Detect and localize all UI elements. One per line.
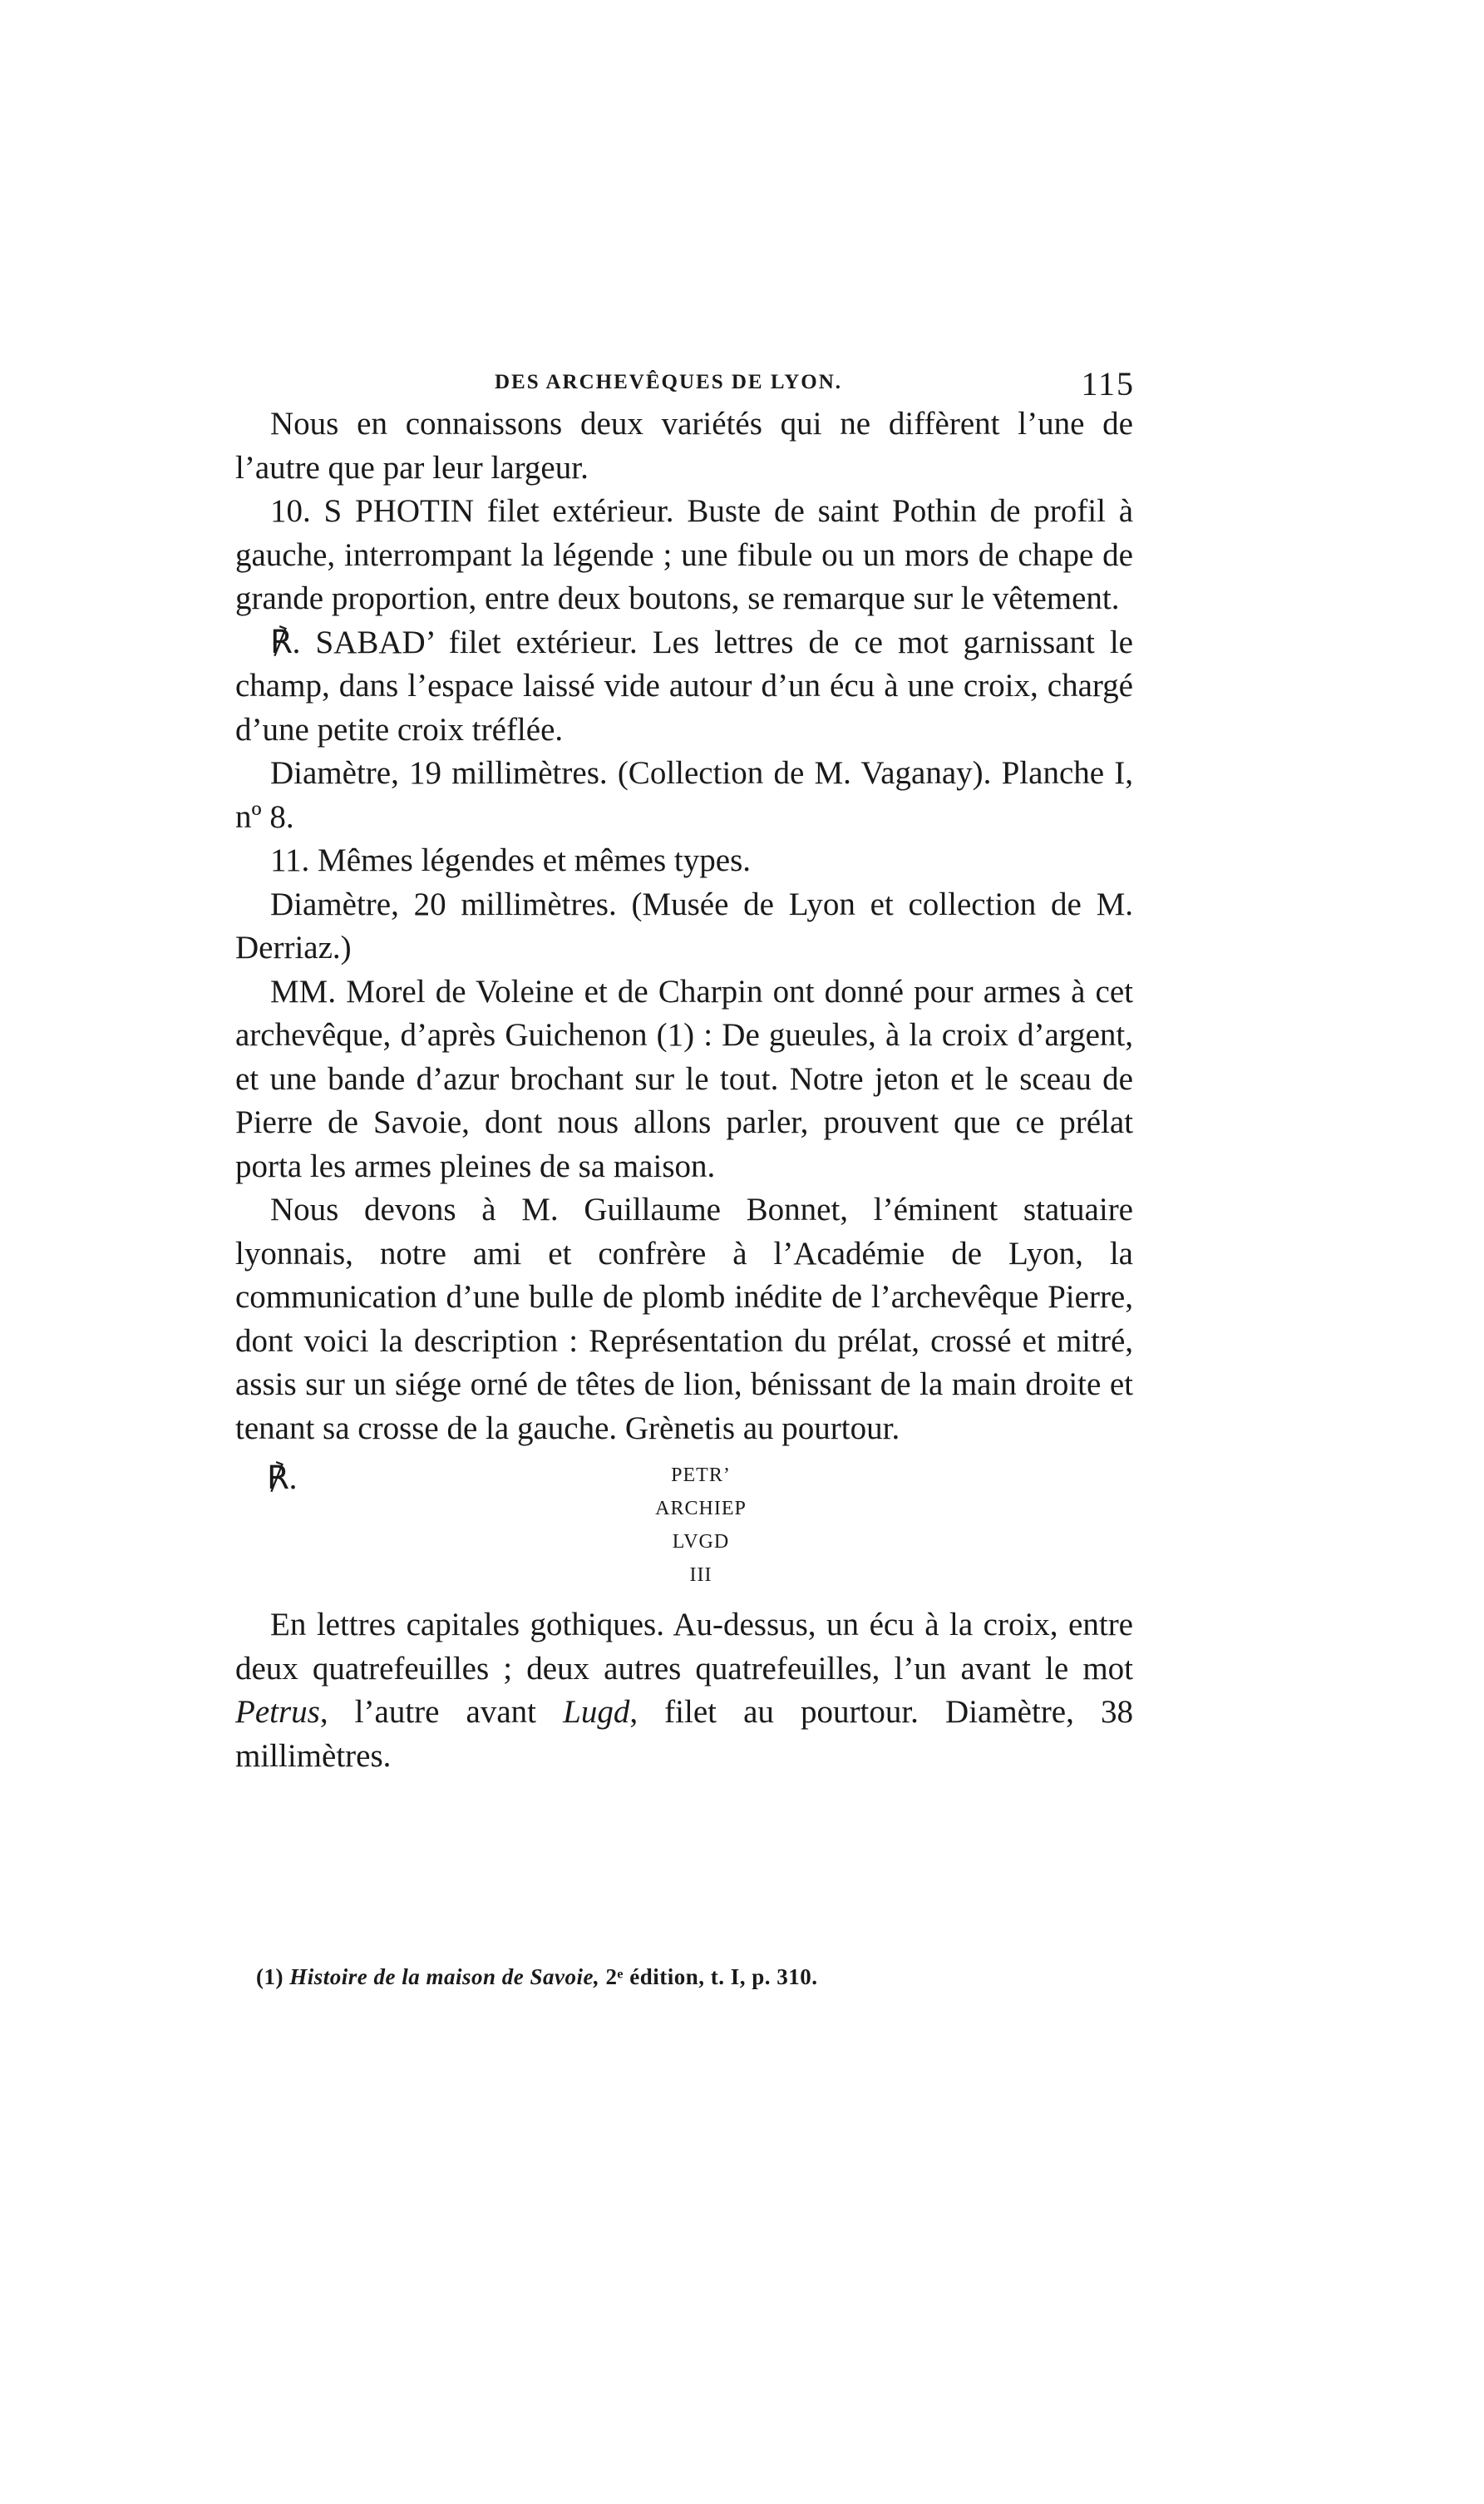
final-paragraph [235, 1603, 1133, 1778]
legend-line: ARCHIEP [655, 1498, 747, 1519]
paragraph: MM. Morel de Voleine et de Charpin ont donné pour armes à cet archevêque, d’après Guichenon (1) : De gueules, à la croix d’argent, et une bande d’azur brochant sur le tout. Notre jeton et le sceau de Pierre de Savoie, dont nous allons parler, prouvent que ce prélat porta les armes pleines de sa maison. [235, 973, 1133, 1184]
italic-word: Lugd [563, 1694, 630, 1730]
footnote [256, 1964, 1137, 1990]
paragraph: Nous en connaissons deux variétés qui ne diffèrent l’une de l’autre que par leur largeur. [235, 406, 1133, 486]
legend-line: III [689, 1564, 712, 1586]
body-text [235, 403, 1133, 1778]
running-head-title: DES ARCHEVÊQUES DE LYON. [495, 371, 843, 393]
footnote-title: Histoire de la maison de Savoie, [289, 1964, 600, 1989]
legend-line: LVGD [672, 1531, 730, 1553]
seal-legend [235, 1457, 1133, 1590]
paragraph: 11. Mêmes légendes et mêmes types. [270, 842, 751, 878]
footnote-edition: 2ᵉ édition, t. I, p. 310. [605, 1964, 818, 1989]
legend-line: PETR’ [671, 1464, 731, 1486]
footnote-marker: (1) [256, 1964, 283, 1989]
text-run: , l’autre avant [319, 1694, 564, 1730]
reverse-mark: ℟. [267, 1460, 298, 1496]
paragraph: Diamètre, 20 millimètres. (Musée de Lyon et collection de M. Derriaz.) [235, 886, 1133, 966]
text-run: , filet au pourtour. Diamètre, 38 millimètres. [235, 1694, 1133, 1774]
paragraph: ℟. SABAD’ filet extérieur. Les lettres de ce mot garnissant le champ, dans l’espace laissé vide autour d’un écu à une croix, chargé d’une petite croix tréflée. [235, 624, 1133, 748]
paragraph: 10. S PHOTIN filet extérieur. Buste de saint Pothin de profil à gauche, interrompant la légende ; une fibule ou un mors de chape de grande proportion, entre deux boutons, se remarque sur le vêtement. [235, 493, 1133, 616]
running-head [237, 364, 1135, 406]
italic-word: Petrus [235, 1694, 320, 1730]
page-number: 115 [1081, 365, 1135, 403]
text-run: En lettres capitales gothiques. Au-dessus, un écu à la croix, entre deux quatrefeuilles ; deux autres quatrefeuilles, l’un avant le mot [235, 1607, 1133, 1687]
paragraph: Nous devons à M. Guillaume Bonnet, l’éminent statuaire lyonnais, notre ami et confrère à l’Académie de Lyon, la communication d’une bulle de plomb inédite de l’archevêque Pierre, dont voici la description : Représentation du prélat, crossé et mitré, assis sur un siége orné de têtes de lion, bénissant de la main droite et tenant sa crosse de la gauche. Grènetis au pourtour. [235, 1192, 1133, 1446]
legend-lines [618, 1459, 784, 1592]
paragraph: Diamètre, 19 millimètres. (Collection de M. Vaganay). Planche I, nº 8. [235, 755, 1133, 835]
